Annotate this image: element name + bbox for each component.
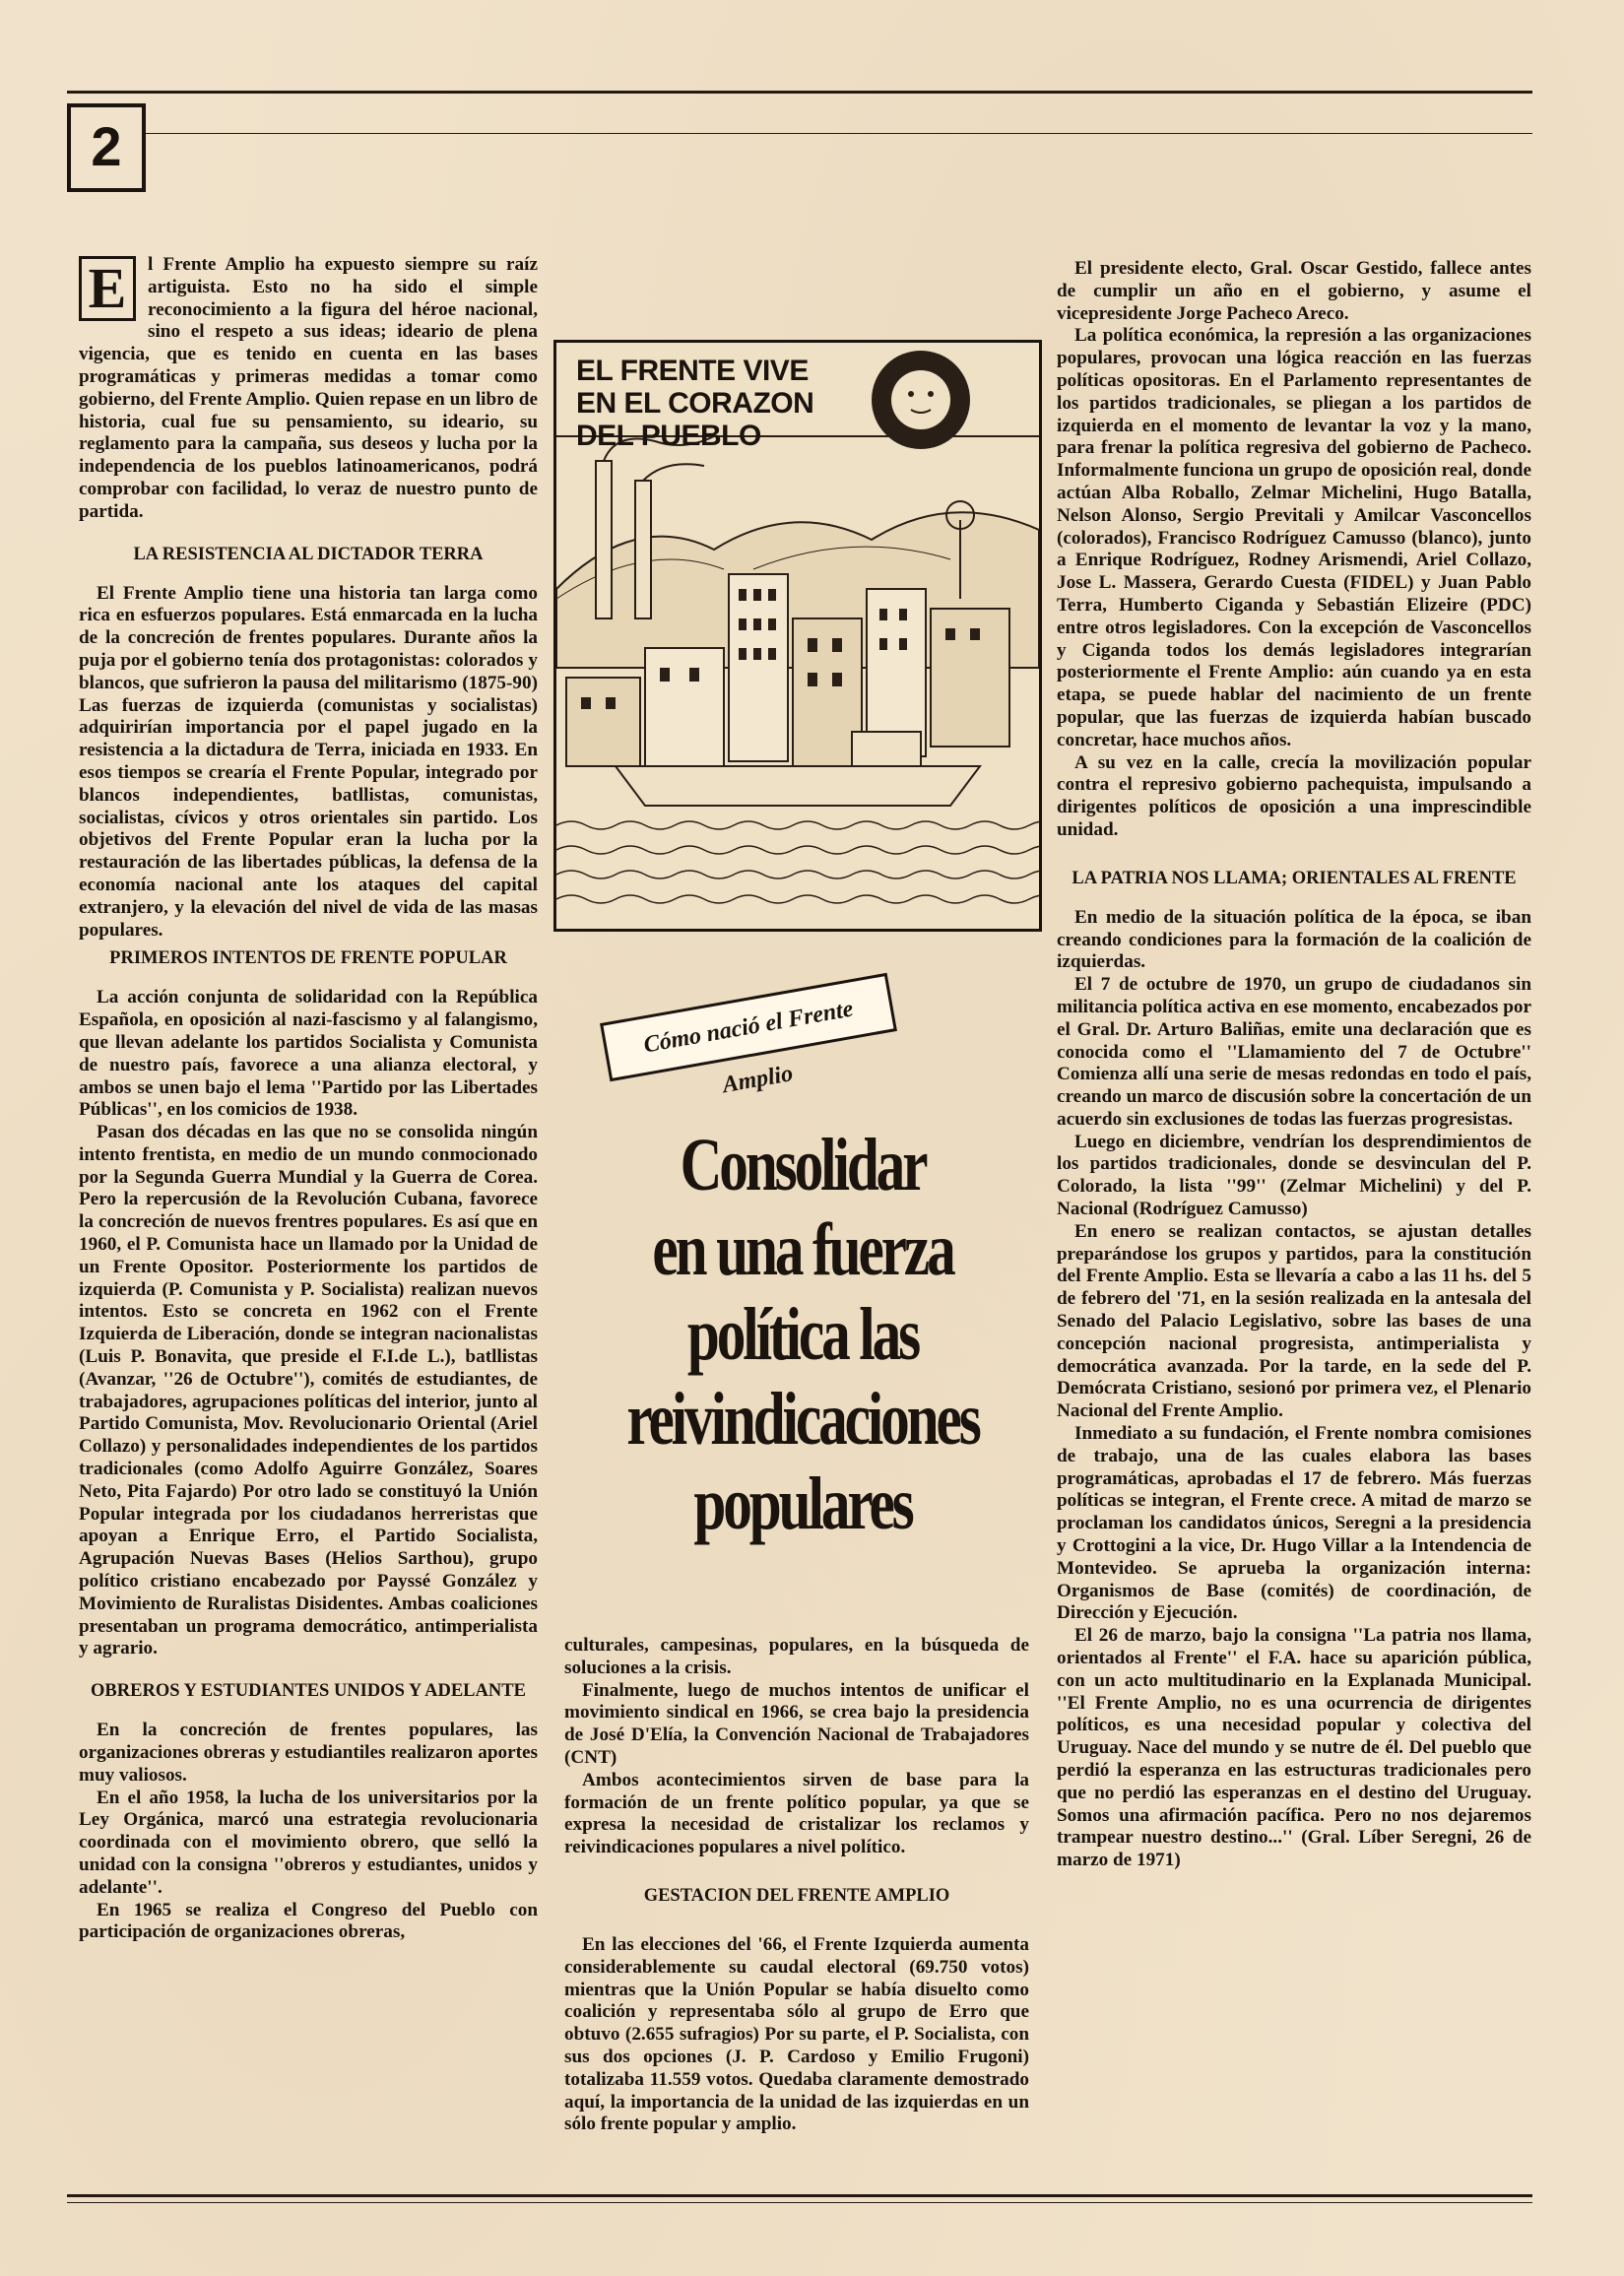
paragraph: El Frente Amplio tiene una historia tan larga como rica en esfuerzos populares. Está enmarcada en la lucha de la concreción de frentes populares. Durante años la puja por el gobierno tenía dos protagonistas: colorados y blancos, que sufrieron la pausa del militarismo (1875-90) Las fuerzas de izquierda (comunistas y socialistas) adquirirían importancia por el papel jugado en la resistencia a la dictadura de Terra, iniciada en 1933. En esos tiempos se crearía el Frente Popular, integrado por blancos independientes, batllistas, comunistas, socialistas, cívicos y otros orientales sin partido. Los objetivos del Frente Popular eran la lucha por la restauración de las libertades públicas, la defensa de la economía nacional ante los ataques del capital extranjero, y la elevación del nivel de vida de las masas populares. xyxy=(79,582,538,941)
drop-cap: E xyxy=(79,256,136,321)
headline-line: Consolidar xyxy=(680,1124,926,1206)
intro-paragraph: l Frente Amplio ha expuesto siempre su raíz artiguista. Esto no ha sido el simple reconocimiento a la figura del héroe nacional, sino el respeto a sus ideas; ideario de plena vigencia, que es tenido en cuenta en las bases programáticas y primeras medidas a tomar como gobierno, del Frente Amplio. Quien repase en un libro de historia, cual fue su pensamiento, su ideario, su reglamento para la campaña, sus deseos y lucha por la independencia de los pueblos latinoamericanos, podrá comprobar con facilidad, lo veraz de nuestro punto de partida. xyxy=(79,254,538,522)
section-heading-primeros-intentos: PRIMEROS INTENTOS DE FRENTE POPULAR xyxy=(109,948,507,969)
headline-line: política las xyxy=(686,1293,919,1376)
banner-line: DEL PUEBLO xyxy=(576,420,761,452)
column-2 xyxy=(564,1635,1029,2136)
top-rule xyxy=(67,91,1532,94)
text-run-quote: ''La patria nos llama, orientados al Frente'' xyxy=(1057,1625,1531,1669)
paragraph: En la concreción de frentes populares, las organizaciones obreras y estudiantiles realizaron aportes muy valiosos. xyxy=(79,1720,538,1786)
bottom-rule xyxy=(67,2194,1532,2197)
paragraph: En 1965 se realiza el Congreso del Pueblo con participación de organizaciones obreras, xyxy=(79,1899,538,1943)
main-headline xyxy=(618,1123,987,1546)
paragraph: Ambos acontecimientos sirven de base para la formación de un frente político popular, ya que se expresa la necesidad de cristalizar los reclamos y reivindicaciones populares a nivel político. xyxy=(564,1769,1029,1858)
section-heading-gestacion: GESTACION DEL FRENTE AMPLIO xyxy=(643,1885,950,1906)
page-number: 2 xyxy=(67,103,146,192)
banner-line: EL FRENTE VIVE xyxy=(576,355,809,387)
section-heading-obreros-estudiantes: OBREROS Y ESTUDIANTES UNIDOS Y ADELANTE xyxy=(91,1681,526,1702)
headline-line: en una fuerza xyxy=(652,1208,953,1291)
headline-line: populares xyxy=(693,1463,912,1545)
top-thin-rule xyxy=(143,133,1532,134)
text-run: el F.A. hace su aparición pública, con un acto multitudinario en la Explanada Municipal. xyxy=(1057,1648,1532,1691)
paragraph: La acción conjunta de solidaridad con la República Española, en oposición al nazi-fascismo y al falangismo, que llevan adelante los partidos Socialista y Comunista de nuestro país, favorece a una alianza electoral, y ambos se unen bajo el lema ''Partido por las Libertades Públicas'', en los comicios de 1938. xyxy=(79,987,538,1121)
text-run-attribution: (Gral. Líber Seregni, 26 de marzo de 1971) xyxy=(1057,1827,1531,1871)
paragraph: Inmediato a su fundación, el Frente nombra comisiones de trabajo, una de las cuales elabora las bases programáticas, aprobadas el 17 de febrero. Más fuerzas políticas se integran, el Frente crece. A mitad de marzo se proclaman los candidatos únicos, Seregni a la presidencia y Crottogini a la vice, Dr. Hugo Villar a la Intendencia de Montevideo. Se aprueba la organización interna: Organismos de Base (comités) de coordinación, de Dirección y Ejecución. xyxy=(1057,1423,1531,1624)
paragraph: El 7 de octubre de 1970, un grupo de ciudadanos sin militancia política activa en ese momento, encabezados por el Gral. Dr. Arturo Baliñas, emite una declaración que es conocida como el ''Llamamiento del 7 de Octubre'' Comienza allí una serie de mesas redondas en todo el país, creando un marco de discusión sobre la concertación de un acuerdo sin exclusiones de todas las fuerzas progresistas. xyxy=(1057,974,1531,1130)
text-run-quote: ''El Frente Amplio, no es una ocurrencia de dirigentes políticos, es una necesidad popular y colectiva del Uruguay. Nace del mundo y se nutre de él. Del pueblo que perdió la esperanza en las estructuras tradicionales pero que no perdió las esperanzas en el destino del Uruguay. Somos una afirmación pacífica. Pero no nos dejaremos trampear nuestro destino...'' xyxy=(1057,1692,1531,1849)
illustration-banner xyxy=(576,355,813,452)
headline-line: reivindicaciones xyxy=(626,1378,979,1461)
section-heading-patria: LA PATRIA NOS LLAMA; ORIENTALES AL FRENTE xyxy=(1072,868,1517,888)
banner-line: EN EL CORAZON xyxy=(576,387,814,420)
paragraph: En medio de la situación política de la época, se iban creando condiciones para la formación de la coalición de izquierdas. xyxy=(1057,906,1531,973)
bottom-thin-rule xyxy=(67,2202,1532,2203)
paragraph: A su vez en la calle, crecía la movilización popular contra el represivo gobierno pachequista, impulsando a dirigentes políticos de oposición a una imprescindible unidad. xyxy=(1057,751,1531,840)
section-heading-resistencia: LA RESISTENCIA AL DICTADOR TERRA xyxy=(133,544,484,564)
paragraph-quote xyxy=(1057,1625,1531,1872)
paragraph: En enero se realizan contactos, se ajustan detalles preparándose los grupos y partidos, para la constitución del Frente Amplio. Esta se llevaría a cabo a las 11 hs. del 5 de febrero del '71, en la sesión realizada en la antesala del Senado del Palacio Legislativo, sobre las bases de una concepción nacional progresista, antimperialista y democrática avanzada. Por la tarde, en la sede del P. Demócrata Cristiano, sesionó por primera vez, el Plenario Nacional del Frente Amplio. xyxy=(1057,1220,1531,1422)
column-1 xyxy=(79,254,538,1944)
paragraph: culturales, campesinas, populares, en la búsqueda de soluciones a la crisis. xyxy=(564,1635,1029,1678)
paragraph: El presidente electo, Gral. Oscar Gestido, fallece antes de cumplir un año en el gobierno, y asume el vicepresidente Jorge Pacheco Areco. xyxy=(1057,258,1531,324)
illustration-frente-vive xyxy=(553,340,1042,932)
paragraph: La política económica, la represión a las organizaciones populares, provocan una lógica reacción en las fuerzas políticas opositoras. En el Parlamento representantes de los partidos tradicionales, se pliegan a los partidos de izquierda en el momento de levantar la voz y la mano, para frenar la política regresiva del gobierno de Pacheco. Informalmente funciona un grupo de oposición real, donde actúan Alba Roballo, Zelmar Michelini, Hugo Batalla, Nelson Alonso, Sergio Previtali y Amilcar Vasconcellos (colorados), Francisco Rodríguez Camusso (blanco), junto a Enrique Rodríguez, Rodney Arismendi, Ariel Collazo, Jose L. Massera, Gerardo Cuesta (FIDEL) y Juan Pablo Terra, Humberto Ciganda y Sebastián Elizeire (PDC) entre otros legisladores. Con la excepción de Vasconcellos y Ciganda todos los demás legisladores integrarían posteriormente el Frente Amplio: aún cuando ya en esta etapa, se puede hablar del nacimiento de un frente popular, que las fuerzas de izquierda habían buscado concretar, hace muchos años. xyxy=(1057,325,1531,750)
paragraph: Finalmente, luego de muchos intentos de unificar el movimiento sindical en 1966, se crea bajo la presidencia de José D'Elía, la Convención Nacional de Trabajadores (CNT) xyxy=(564,1679,1029,1768)
paragraph: Pasan dos décadas en las que no se consolida ningún intento frentista, en medio de un mundo conmocionado por la Segunda Guerra Mundial y la Guerra de Corea. Pero la repercusión de la Revolución Cubana, favorece la concreción de nuevos frentres populares. Es así que en 1960, el P. Comunista hace un llamado por la Unidad de un Frente Opositor. Posteriormente los partidos de izquierda (P. Comunista y P. Socialista) realizan nuevos intentos. Esto se concreta en 1962 con el Frente Izquierda de Liberación, donde se integran nacionalistas (Luis P. Bonavita, que preside el F.I.de L.), batllistas (Avanzar, ''26 de Octubre''), comités de estudiantes, de trabajadores, agrupaciones políticas del interior, junto al Partido Comunista, Mov. Revolucionario Oriental (Ariel Collazo) y personalidades independientes de los partidos tradicionales (como Adolfo Aguirre González, Soares Neto, Pita Fajardo) Por otro lado se constituyó la Unión Popular integrada por los ciudadanos herreristas que apoyan a Enrique Erro, el Partido Socialista, Agrupación Nuevas Bases (Helios Sarthou), grupo político cristiano encabezado por Payssé González y Movimiento de Ruralistas Disidentes. Ambas coaliciones presentaban un programa democrático, antimperialista y agrario. xyxy=(79,1122,538,1659)
paragraph: En las elecciones del '66, el Frente Izquierda aumenta considerablemente su caudal electoral (69.750 votos) mientras que la Unión Popular se había disuelto como coalición y representaba sólo al grupo de Erro que obtuvo (2.655 sufragios) Por su parte, el P. Socialista, con sus dos opciones (J. P. Cardoso y Emilio Frugoni) totalizaba 11.559 votos. Quedaba claramente demostrado aquí, la importancia de la unidad de las izquierdas en un sólo frente popular y amplio. xyxy=(564,1933,1029,2135)
column-3 xyxy=(1057,258,1531,1872)
text-run: El 26 de marzo, bajo la consigna xyxy=(1074,1625,1353,1647)
paragraph: En el año 1958, la lucha de los universitarios por la Ley Orgánica, marcó una estrategia revolucionaria coordinada con el movimiento obrero, que selló la unidad con la consigna ''obreros y estudiantes, unidos y adelante''. xyxy=(79,1787,538,1898)
kicker-label: Cómo nació el Frente Amplio xyxy=(600,973,897,1081)
paragraph: Luego en diciembre, vendrían los desprendimientos de los partidos tradicionales, donde se desvinculan del P. Colorado, la lista ''99'' (Zelmar Michelini) y del P. Nacional (Rodríguez Camusso) xyxy=(1057,1131,1531,1220)
